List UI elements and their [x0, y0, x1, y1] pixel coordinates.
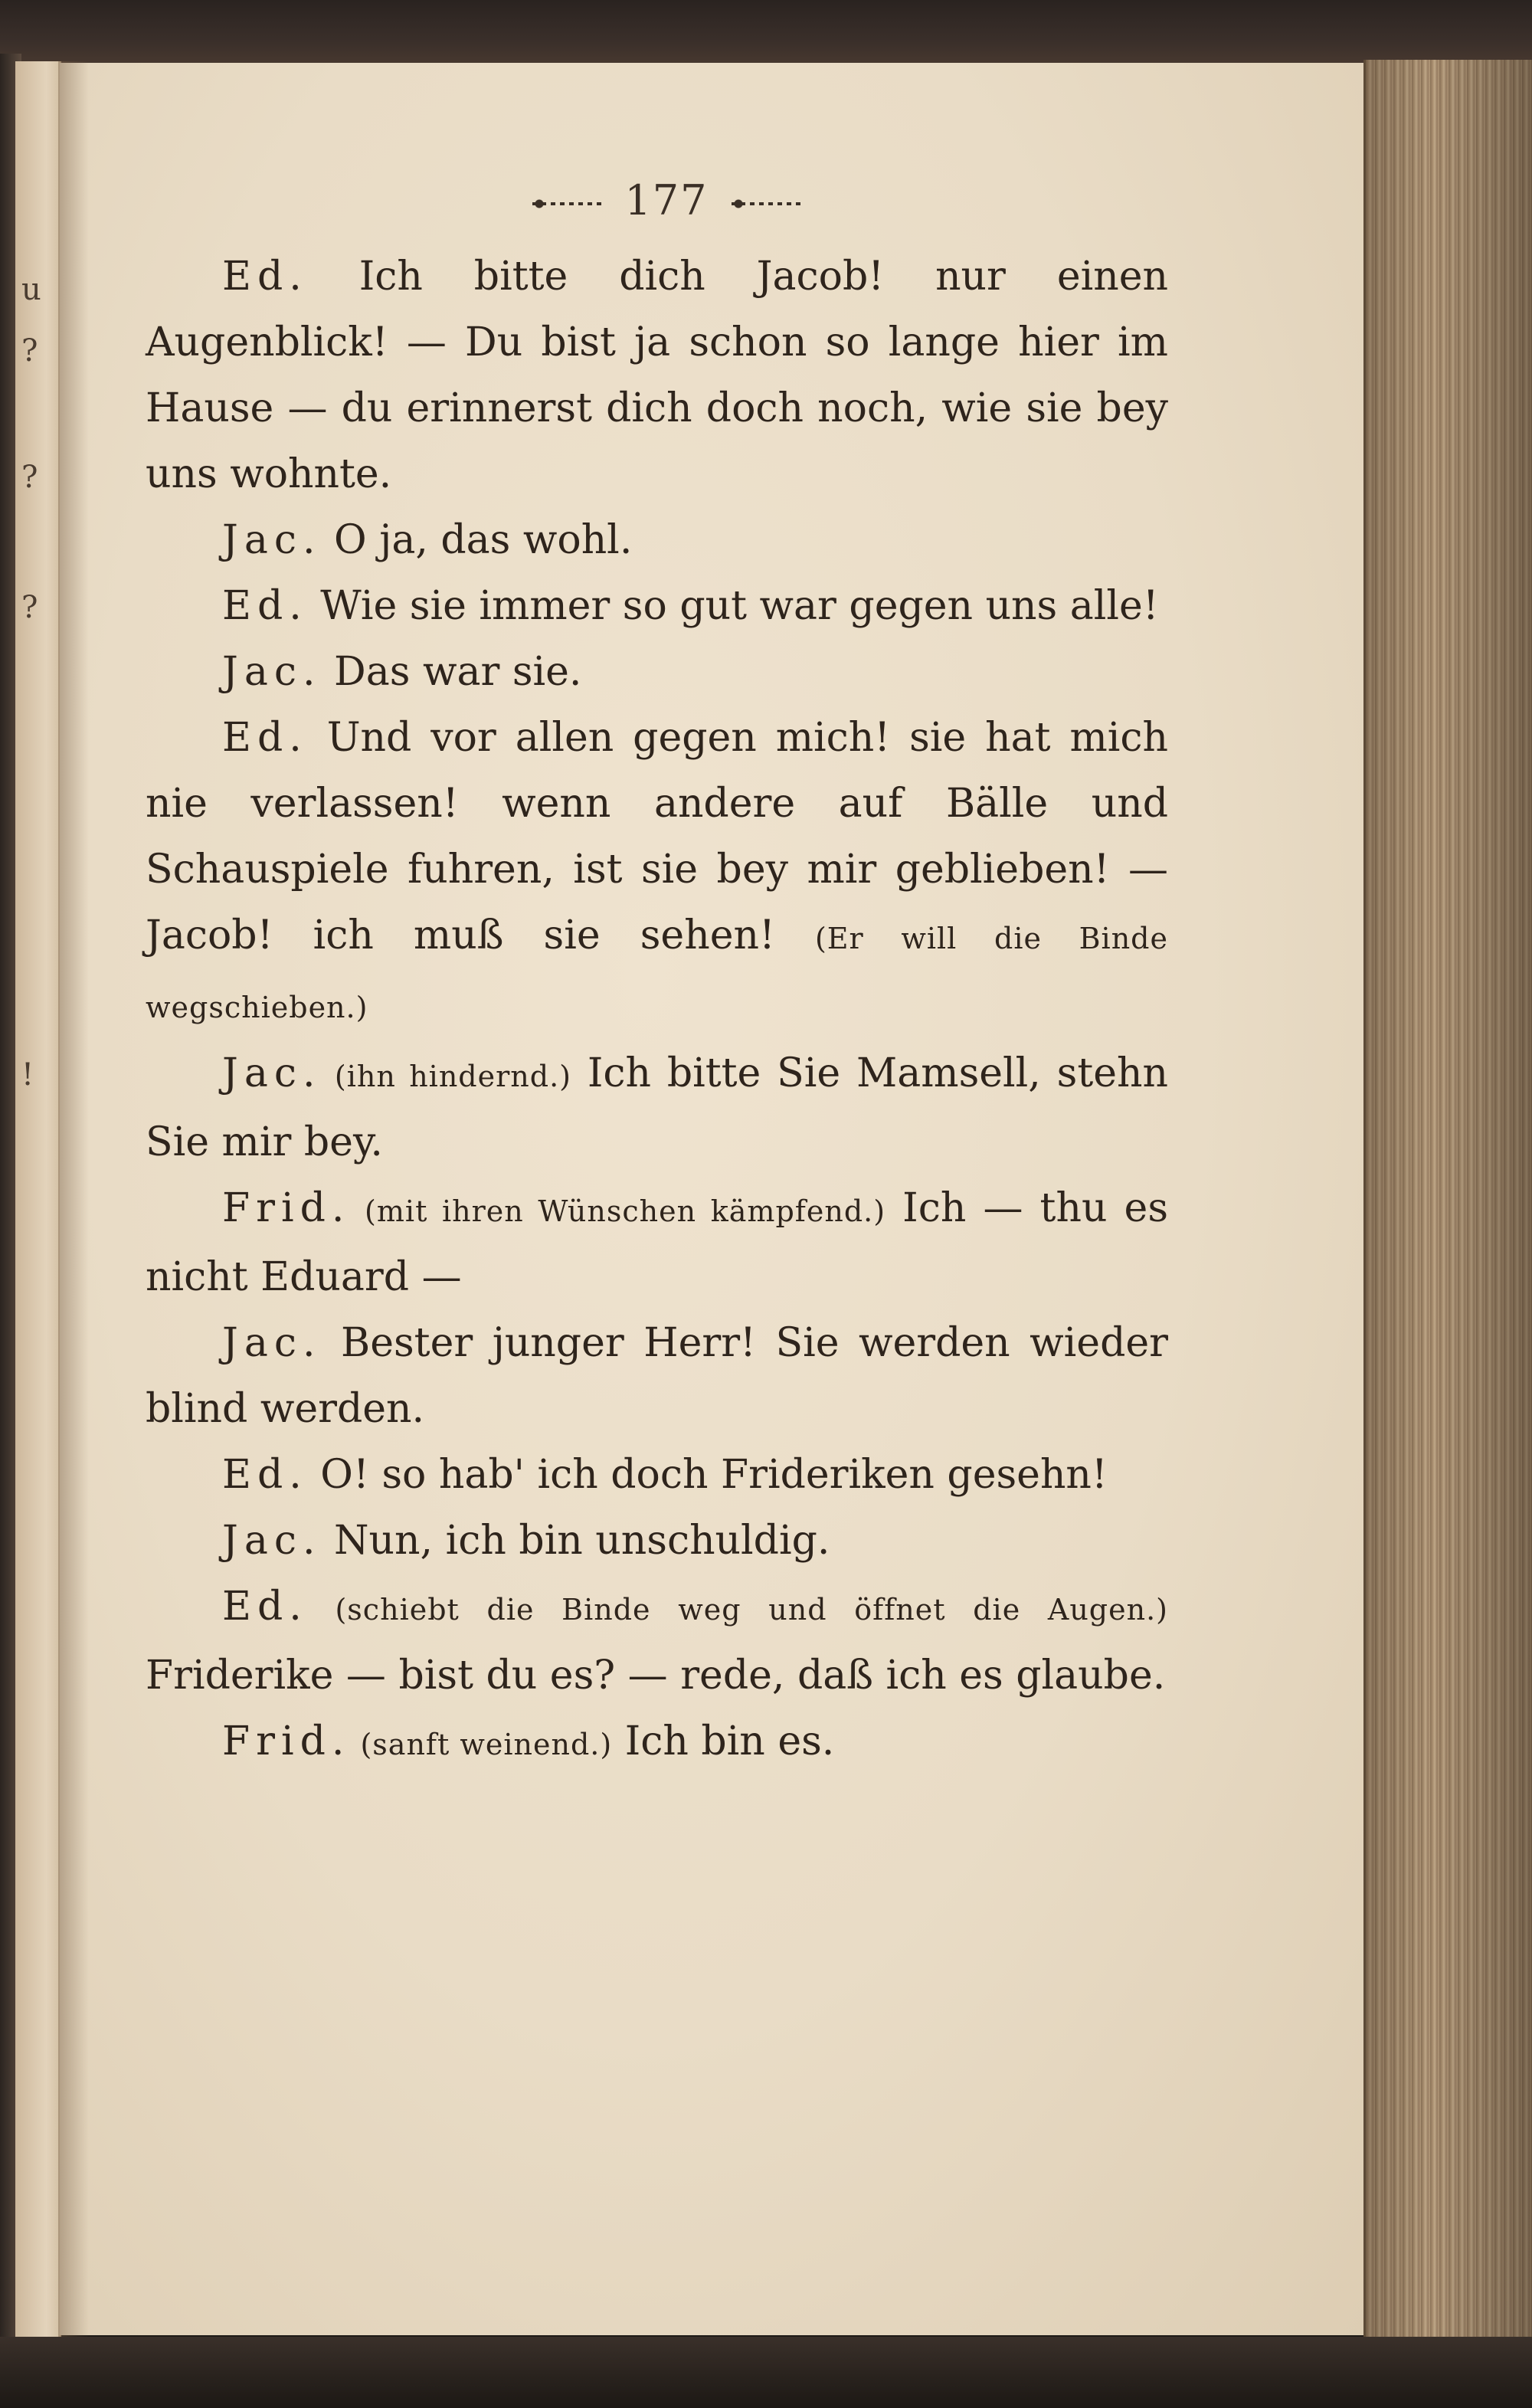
dialogue-text: Wie sie immer so gut war gegen uns alle! — [307, 583, 1159, 629]
speaker-name: Ed. — [222, 254, 308, 300]
ornament-left — [532, 198, 601, 209]
prev-page-fragment: ? — [21, 460, 38, 495]
dialogue-paragraph — [146, 1508, 1168, 1574]
page-gutter-shadow — [58, 61, 89, 2337]
prev-page-fragment: ? — [21, 333, 38, 369]
speaker-name: Jac. — [222, 1518, 322, 1564]
dialogue-paragraph — [146, 1175, 1168, 1310]
dialogue-text: Friderike — bist du es? — rede, daß ich es glaube. — [146, 1653, 1166, 1699]
dialogue-paragraph — [146, 1310, 1168, 1442]
stage-direction: (mit ihren Wünschen kämpfend.) — [350, 1194, 886, 1228]
dialogue-paragraph — [146, 244, 1168, 507]
previous-page-edge — [15, 61, 61, 2337]
dialogue-paragraph — [146, 1040, 1168, 1175]
dialogue-paragraph — [146, 1574, 1168, 1709]
dialogue-text: Bester junger Herr! Sie werden wieder blind werden. — [146, 1320, 1168, 1432]
speaker-name: Ed. — [222, 1584, 308, 1630]
dialogue-paragraph — [146, 1442, 1168, 1508]
book-cover-bottom — [0, 2337, 1532, 2408]
dialogue-text: O! so hab' ich doch Frideriken gesehn! — [307, 1452, 1108, 1498]
dialogue-text: Ich bin es. — [612, 1718, 835, 1764]
speaker-name: Jac. — [222, 649, 322, 695]
dialogue-text: Ich bitte dich Jacob! nur einen Augenblick! — Du bist ja schon so lange hier im Hause — du erinnerst dich doch noch, wie sie bey uns wohnte. — [146, 254, 1168, 497]
speaker-name: Jac. — [222, 1050, 322, 1096]
page-number: 177 — [624, 176, 709, 224]
dialogue-paragraph — [146, 573, 1168, 639]
dialogue-text: Ich — thu es nicht Eduard — — [146, 1185, 1168, 1300]
stage-direction: (ihn hindernd.) — [321, 1060, 571, 1093]
dialogue-text: Ich bitte Sie Mamsell, stehn Sie mir bey. — [146, 1050, 1169, 1165]
page-body — [146, 244, 1168, 1777]
dialogue-text: Das war sie. — [321, 649, 582, 695]
dialogue-text: Nun, ich bin unschuldig. — [321, 1518, 830, 1564]
ornament-right — [732, 198, 800, 209]
stage-direction: (sanft weinend.) — [350, 1728, 613, 1761]
page-header — [475, 176, 858, 224]
speaker-name: Ed. — [222, 583, 308, 629]
prev-page-fragment: ! — [21, 1057, 34, 1093]
stage-direction: (schiebt die Binde weg und öffnet die Augen.) — [307, 1593, 1168, 1627]
speaker-name: Ed. — [222, 715, 308, 761]
stage-direction: (Er will die Binde wegschieben.) — [146, 922, 1168, 1024]
speaker-name: Frid. — [222, 1718, 351, 1764]
page-stack-shade — [1363, 60, 1532, 2339]
dialogue-text: Und vor allen gegen mich! sie hat mich nie verlassen! wenn andere auf Bälle und Schauspiele fuhren, ist sie bey mir geblieben! — Jacob! ich muß sie sehen! — [146, 715, 1168, 958]
speaker-name: Ed. — [222, 1452, 308, 1498]
prev-page-fragment: u — [21, 272, 41, 307]
speaker-name: Frid. — [222, 1185, 351, 1231]
dialogue-text: O ja, das wohl. — [321, 517, 633, 563]
dialogue-paragraph — [146, 1709, 1168, 1777]
dialogue-paragraph — [146, 507, 1168, 573]
prev-page-fragment: ? — [21, 590, 38, 625]
book-cover-top — [0, 0, 1532, 69]
dialogue-paragraph — [146, 639, 1168, 705]
dialogue-paragraph — [146, 705, 1168, 1040]
speaker-name: Jac. — [222, 1320, 322, 1366]
speaker-name: Jac. — [222, 517, 322, 563]
